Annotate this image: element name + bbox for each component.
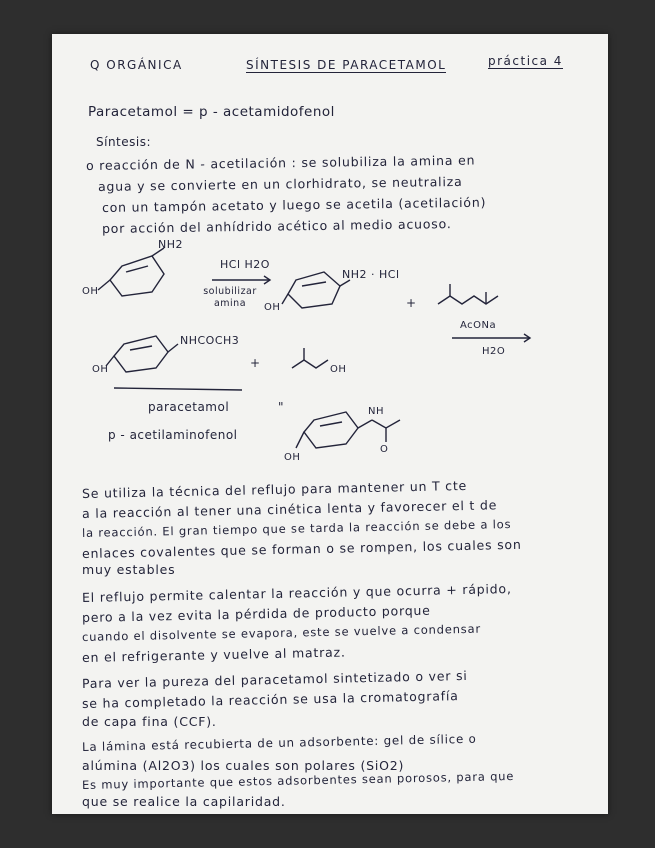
reagent-note: solubilizar amina xyxy=(203,286,257,309)
nh2-label: NH2 xyxy=(158,238,183,251)
paragraph-line: pero a la vez evita la pérdida de producto porque xyxy=(81,602,431,625)
paragraph-line: a la reacción al tener una cinética lenta y favorecer el t de xyxy=(81,497,498,521)
section-title: Síntesis: xyxy=(96,135,152,149)
arrow-reagent-label: AcONa xyxy=(460,320,497,331)
paragraph-line: Es muy importante que estos adsorbentes sean porosos, para que xyxy=(81,768,515,792)
arrow-solvent-label: H2O xyxy=(482,346,506,357)
practice-number: práctica 4 xyxy=(488,54,563,68)
reagent-hcl-label: HCl H2O xyxy=(220,258,270,271)
paracetamol-definition: Paracetamol = p - acetamidofenol xyxy=(88,104,335,120)
paragraph-line: enlaces covalentes que se forman o se rompen, los cuales son xyxy=(81,536,522,561)
course-title: Q ORGÁNICA xyxy=(90,58,183,72)
plus-sign: + xyxy=(406,296,417,310)
oh-label: OH xyxy=(82,286,99,297)
paragraph-line: muy estables xyxy=(82,562,176,577)
paragraph-line: en el refrigerante y vuelve al matraz. xyxy=(81,644,346,665)
paragraph-line: cuando el disolvente se evapora, este se vuelve a condensar xyxy=(81,621,482,644)
paragraph-line: la reacción. El gran tiempo que se tarda la reacción se debe a los xyxy=(81,517,512,540)
final-nh-label: NH xyxy=(368,406,384,417)
salt-label: NH2 · HCl xyxy=(342,268,400,281)
acetic-acid-drawing xyxy=(292,360,328,368)
acetic-anhydride-drawing xyxy=(438,296,498,304)
ditto-mark: " xyxy=(278,400,285,414)
topic-title: SÍNTESIS DE PARACETAMOL xyxy=(246,58,447,72)
paragraph-line: que se realice la capilaridad. xyxy=(82,794,286,809)
acid-oh-label: OH xyxy=(330,364,347,375)
final-o-label: O xyxy=(380,444,389,455)
product-oh-label: OH xyxy=(92,364,109,375)
paragraph-line: alúmina (Al2O3) los cuales son polares (SiO2) xyxy=(82,758,405,773)
benzene-ring-salt xyxy=(288,272,340,308)
intro-line: agua y se convierte en un clorhidrato, se neutraliza xyxy=(97,173,463,194)
product-iupac-name: p - acetilaminofenol xyxy=(108,428,238,442)
product-name: paracetamol xyxy=(148,400,230,414)
benzene-ring-final xyxy=(304,412,358,448)
benzene-ring-reactant xyxy=(110,256,164,296)
paragraph-line: La lámina está recubierta de un adsorbente: gel de sílice o xyxy=(81,731,477,754)
intro-line: con un tampón acetato y luego se acetila (acetilación) xyxy=(101,194,487,215)
salt-oh-label: OH xyxy=(264,302,281,313)
intro-line: por acción del anhídrido acético al medio acuoso. xyxy=(101,216,452,236)
paragraph-line: Se utiliza la técnica del reflujo para mantener un T cte xyxy=(81,477,468,501)
paragraph-line: Para ver la pureza del paracetamol sintetizado o ver si xyxy=(81,667,468,691)
paragraph-line: se ha completado la reacción se usa la cromatografía xyxy=(81,688,459,711)
paragraph-line: de capa fina (CCF). xyxy=(82,714,217,729)
product-group-label: NHCOCH3 xyxy=(180,334,240,347)
final-oh-label: OH xyxy=(284,452,301,463)
benzene-ring-product xyxy=(114,336,168,372)
notebook-page xyxy=(52,34,608,814)
plus-sign: + xyxy=(250,356,261,370)
paragraph-line: El reflujo permite calentar la reacción y que ocurra + rápido, xyxy=(81,581,512,605)
intro-line: o reacción de N - acetilación : se solubiliza la amina en xyxy=(85,152,476,173)
